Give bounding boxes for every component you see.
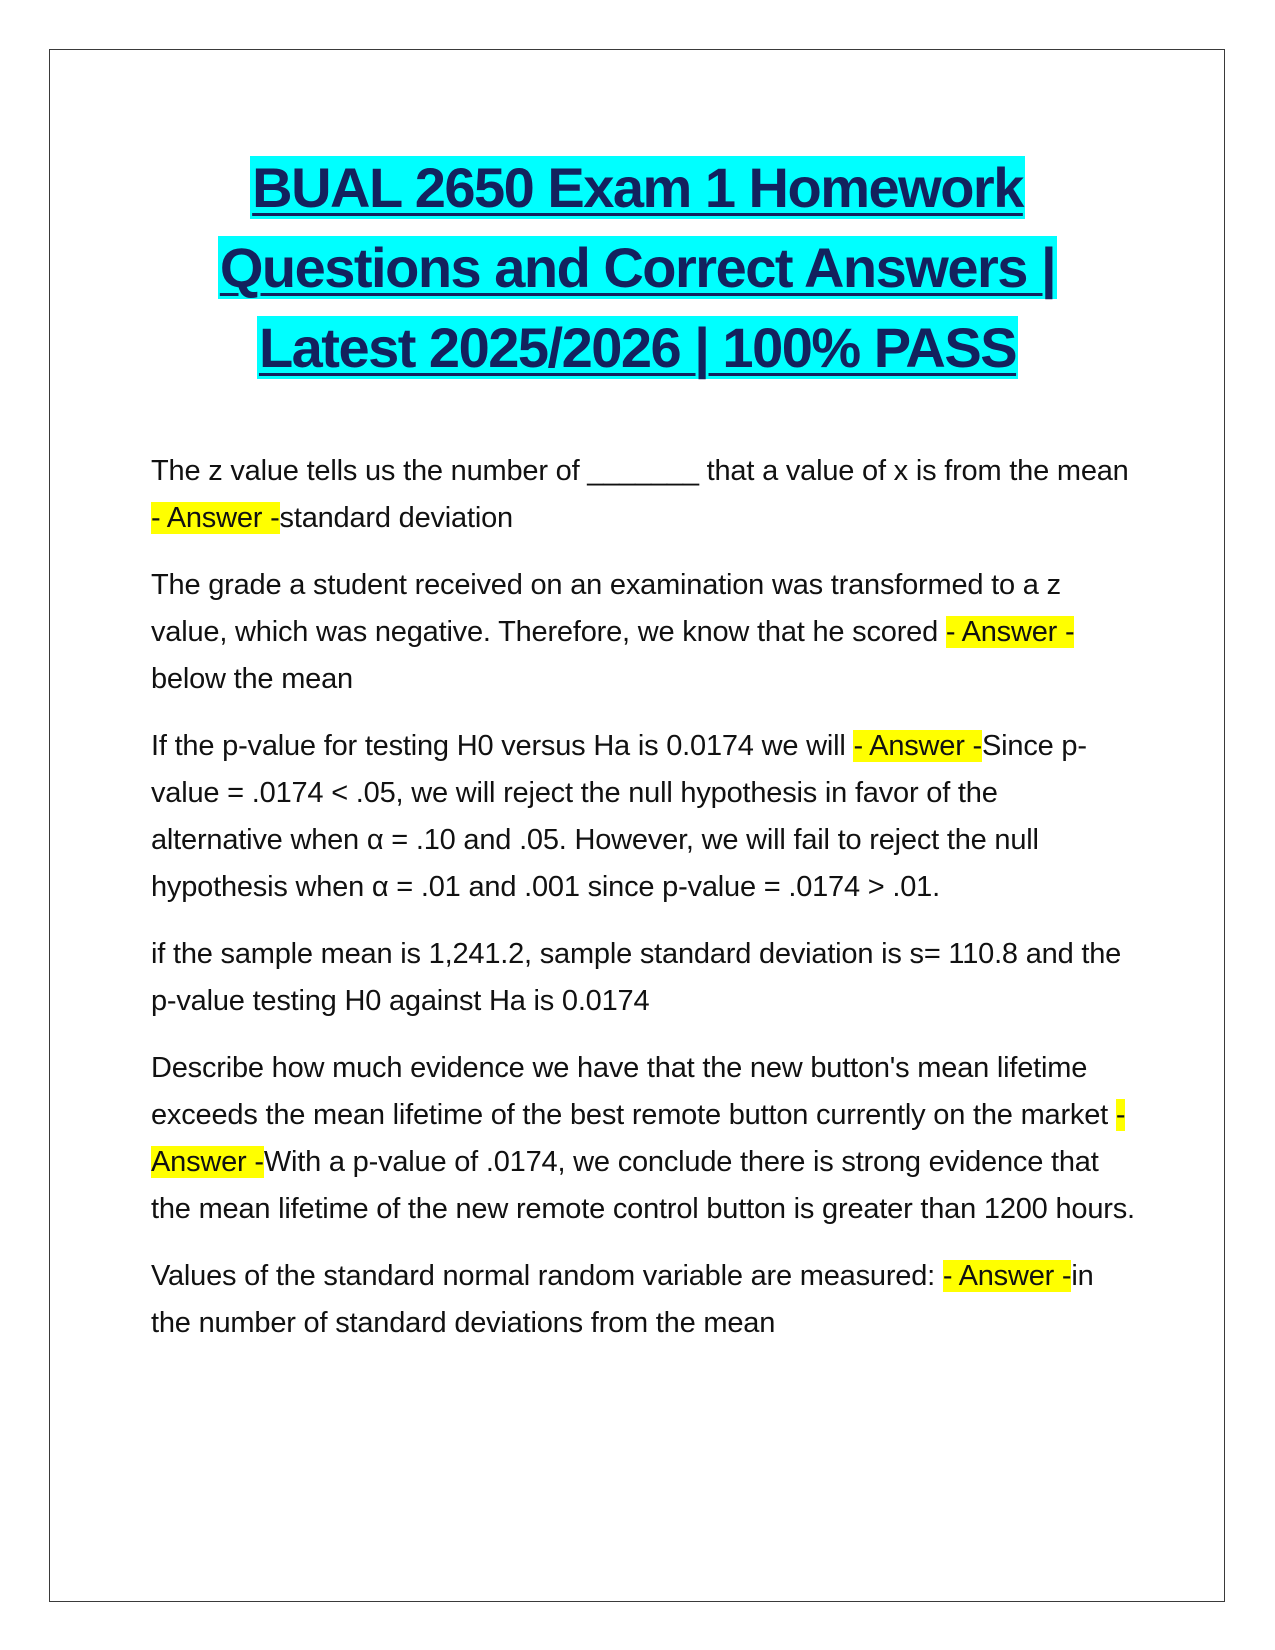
- answer-text: With a p-value of .0174, we conclude there is strong evidence that the mean lifetime of the new remote control button is greater than 1200 hours.: [151, 1146, 1135, 1225]
- answer-marker: - Answer -: [151, 502, 280, 534]
- question-text: The grade a student received on an examination was transformed to a z value, which was negative. Therefore, we know that he scored: [151, 569, 1061, 648]
- answer-marker: - Answer -: [151, 1099, 1126, 1178]
- qa-list: [151, 448, 1136, 1367]
- title-line-3: Latest 2025/2026 | 100% PASS: [258, 316, 1017, 379]
- context-text: if the sample mean is 1,241.2, sample standard deviation is s= 110.8 and the p-value testing H0 against Ha is 0.0174: [151, 938, 1122, 1017]
- question-text: If the p-value for testing H0 versus Ha is 0.0174 we will: [151, 730, 854, 762]
- answer-text: in the number of standard deviations from the mean: [151, 1260, 1094, 1339]
- question-text: Describe how much evidence we have that the new button's mean lifetime exceeds the mean lifetime of the best remote button currently on the market: [151, 1052, 1116, 1131]
- qa-item: [151, 723, 1136, 911]
- title-line-1: BUAL 2650 Exam 1 Homework: [252, 156, 1023, 219]
- qa-item: [151, 562, 1136, 703]
- qa-item: [151, 448, 1136, 542]
- question-text: Values of the standard normal random variable are measured:: [151, 1260, 943, 1292]
- answer-marker: - Answer -: [945, 616, 1075, 648]
- title-line-2: Questions and Correct Answers |: [219, 236, 1056, 299]
- answer-text: Since p-value = .0174 < .05, we will reject the null hypothesis in favor of the alternative when α = .10 and .05. However, we will fail to reject the null hypothesis when α = .01 and .001 since p-value = .0174 > .01.: [151, 730, 1087, 903]
- answer-text: standard deviation: [279, 502, 513, 534]
- question-text: The z value tells us the number of _______ that a value of x is from the mean: [151, 455, 1129, 487]
- document-title: [120, 148, 1155, 388]
- answer-marker: - Answer -: [853, 730, 982, 762]
- qa-item: [151, 1253, 1136, 1347]
- qa-item: [151, 1045, 1136, 1233]
- answer-text: below the mean: [151, 663, 353, 695]
- context-paragraph: [151, 931, 1136, 1025]
- answer-marker: - Answer -: [942, 1260, 1072, 1292]
